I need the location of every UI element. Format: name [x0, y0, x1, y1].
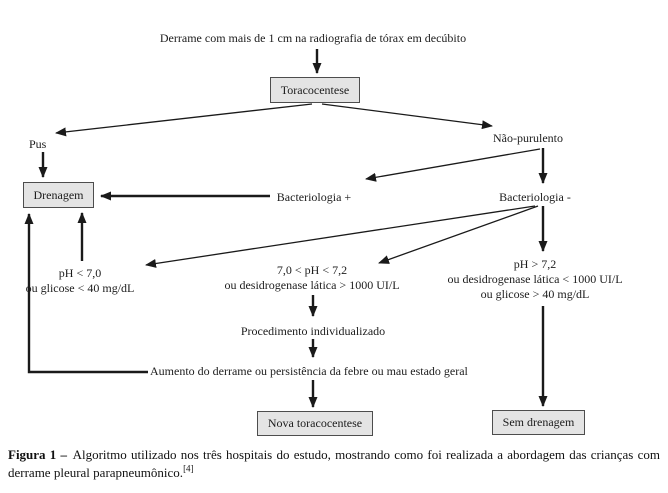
cond-high-line1: pH > 7,2 — [513, 257, 557, 271]
cond-high-line2: ou desidrogenase lática < 1000 UI/L — [447, 272, 623, 286]
cond-low-line1: pH < 7,0 — [58, 266, 102, 280]
edge-toracocentese-to-nao-purulento — [322, 104, 492, 126]
cond-mid-line2: ou desidrogenase lática > 1000 UI/L — [224, 278, 400, 292]
node-drenagem-box — [23, 182, 94, 208]
node-toracocentese-box — [270, 77, 360, 103]
node-cond-high — [435, 257, 635, 302]
node-nao-purulento-label: Não-purulento — [493, 131, 563, 145]
caption-text: Algoritmo utilizado nos três hospitais do estudo, mostrando como foi realizada a abordagem das crianças com derrame pleural parapneumônico. — [8, 447, 660, 480]
figure-caption — [8, 446, 660, 482]
node-nova-toracocentese-box — [257, 411, 373, 436]
node-nova-toracocentese-label: Nova toracocentese — [267, 416, 363, 430]
cond-mid-line1: 7,0 < pH < 7,2 — [276, 263, 348, 277]
caption-reference: [4] — [183, 463, 194, 474]
node-pus-label: Pus — [29, 137, 47, 151]
node-cond-low — [10, 266, 150, 296]
node-sem-drenagem-label: Sem drenagem — [502, 415, 575, 429]
node-drenagem-label: Drenagem — [33, 187, 84, 202]
node-procedimento-label: Procedimento individualizado — [240, 324, 386, 338]
cond-low-line2: ou glicose < 40 mg/dL — [25, 281, 135, 295]
edge-nao-purulento-to-bacteriologia-pos — [366, 149, 540, 179]
node-cond-mid — [222, 263, 402, 293]
node-root-label: Derrame com mais de 1 cm na radiografia de tórax em decúbito — [159, 31, 467, 45]
node-bacteriologia-neg-label: Bacteriologia - — [499, 190, 571, 204]
node-sem-drenagem-box — [492, 410, 585, 435]
node-bacteriologia-pos-label: Bacteriologia + — [276, 190, 352, 204]
node-toracocentese-label: Toracocentese — [280, 82, 350, 97]
node-aumento-label: Aumento do derrame ou persistência da febre ou mau estado geral — [150, 364, 468, 378]
edge-toracocentese-to-pus — [56, 104, 312, 133]
cond-high-line3: ou glicose > 40 mg/dL — [480, 287, 590, 301]
edge-bacteriologia-neg-to-cond-mid — [379, 206, 538, 263]
caption-label: Figura 1 – — [8, 447, 68, 462]
